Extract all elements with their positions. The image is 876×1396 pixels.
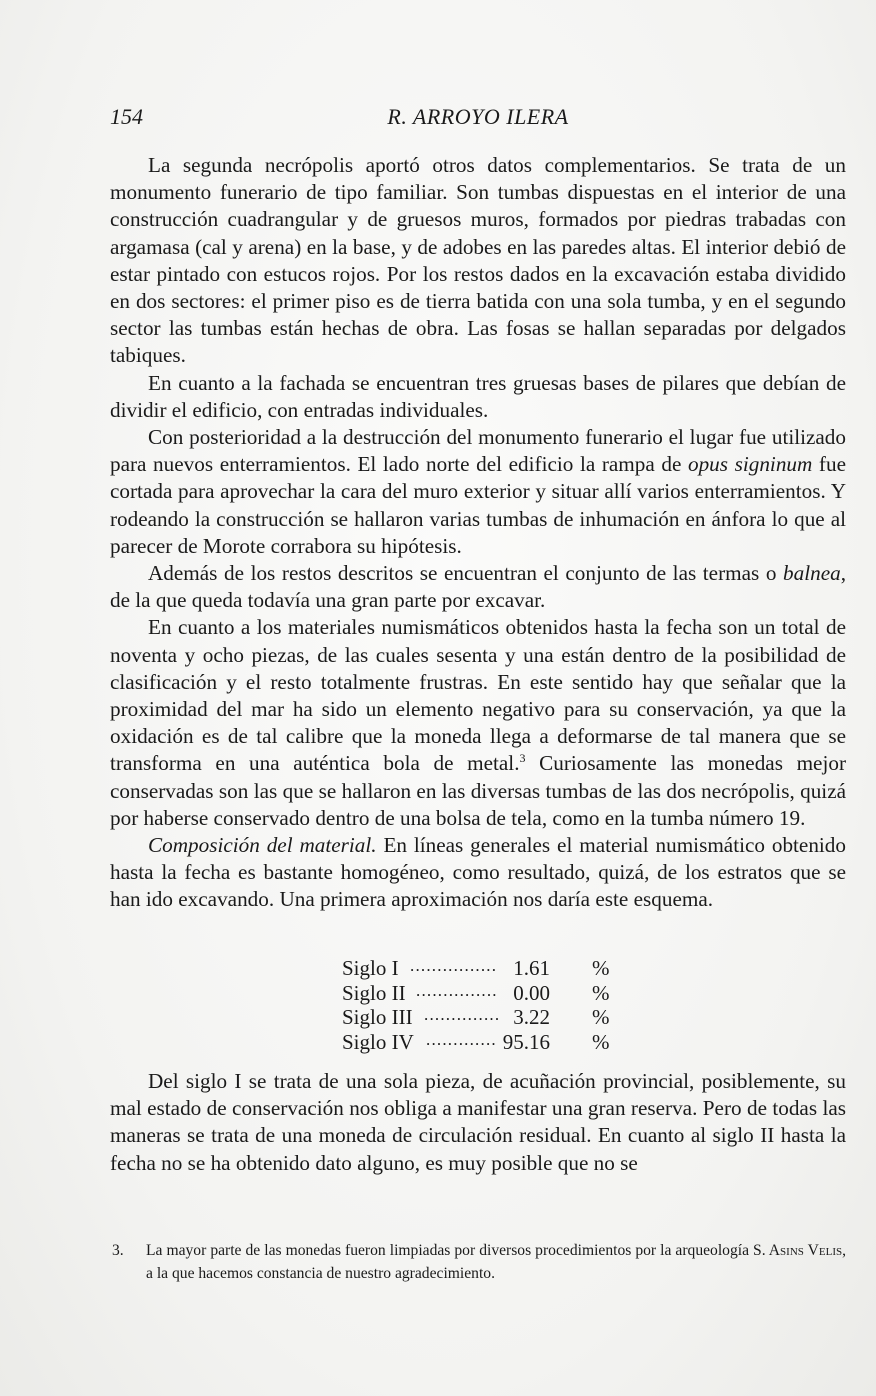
latin-term: balnea bbox=[783, 561, 841, 586]
footnote-reference[interactable]: 3 bbox=[519, 751, 526, 766]
person-name: S. Asins Velis bbox=[753, 1242, 843, 1259]
row-value: 95.16 bbox=[502, 1029, 550, 1054]
row-unit: % bbox=[592, 1029, 610, 1054]
row-unit: % bbox=[592, 1005, 610, 1029]
closing-text bbox=[110, 1068, 846, 1177]
table-row bbox=[342, 1030, 612, 1055]
leader-dots: ................ bbox=[410, 956, 498, 975]
century-distribution-table bbox=[342, 956, 612, 1054]
running-header bbox=[110, 104, 846, 138]
paragraph-3: Con posterioridad a la destrucción del monumento funerario el lugar fue utilizado para nuevos enterramientos. El lado norte del edificio la rampa de opus signinum fue cortada para aprovechar la cara del muro exterior y situar allí varios enterramientos. Y rodeando la construcción se hallaron varias tumbas de inhumación en ánfora lo que al parecer de Morote corrabora su hipótesis. bbox=[110, 425, 846, 558]
footnote bbox=[112, 1239, 846, 1285]
paragraph-6: Composición del material. En líneas generales el material numismático obtenido hasta la fecha es bastante homogéneo, como resultado, quizá, de los estratos que se han ido excavando. Una primera aproximación nos daría este esquema. bbox=[110, 833, 846, 912]
row-label: Siglo III bbox=[342, 1005, 413, 1029]
page-number: 154 bbox=[110, 104, 143, 129]
paragraph-7: Del siglo I se trata de una sola pieza, de acuñación provincial, posiblemente, su mal estado de conservación nos obliga a manifestar una gran reserva. Pero de todas las maneras se trata de una moneda de circulación residual. En cuanto al siglo II hasta la fecha no se ha obtenido dato alguno, es muy posible que no se bbox=[110, 1069, 846, 1175]
running-title: R. ARROYO ILERA bbox=[387, 104, 569, 129]
paragraph-5: En cuanto a los materiales numismáticos obtenidos hasta la fecha son un total de noventa y ocho piezas, de las cuales sesenta y una están dentro de la posibilidad de clasificación y el resto totalmente frustras. En este sentido hay que señalar que la proximidad del mar ha sido un elemento negativo para su conservación, ya que la oxidación es de tal calibre que la moneda llega a deformarse de tal manera que se transforma en una auténtica bola de metal.$^3$ Curiosamente las monedas mejor conservadas son las que se hallaron en las diversas tumbas de las dos necrópolis, quizá por haberse conservado dentro de una bolsa de tela, como en la tumba número 19. bbox=[110, 615, 847, 830]
body-text bbox=[110, 152, 846, 914]
row-label: Siglo IV bbox=[342, 1029, 414, 1054]
row-value: 0.00 bbox=[513, 980, 550, 1005]
leader-dots: ............. bbox=[426, 1029, 497, 1049]
footnote-number: 3. bbox=[112, 1242, 124, 1259]
table-row bbox=[342, 1005, 612, 1030]
paragraph-4: Además de los restos descritos se encuentran el conjunto de las termas o balnea, de la que queda todavía una gran parte por excavar. bbox=[110, 561, 846, 613]
row-label: Siglo I bbox=[342, 956, 399, 980]
paragraph-2: En cuanto a la fachada se encuentran tres gruesas bases de pilares que debían de dividir el edificio, con entradas individuales. bbox=[110, 370, 846, 422]
row-value: 3.22 bbox=[513, 1005, 550, 1029]
table-row bbox=[342, 956, 612, 981]
row-unit: % bbox=[592, 980, 610, 1005]
row-value: 1.61 bbox=[513, 956, 550, 980]
section-run-in-heading: Composición del material. bbox=[148, 833, 377, 858]
row-label: Siglo II bbox=[342, 980, 406, 1005]
row-unit: % bbox=[592, 956, 610, 980]
latin-term: opus signinum bbox=[687, 452, 813, 477]
table-row bbox=[342, 981, 612, 1006]
leader-dots: .............. bbox=[424, 1005, 501, 1024]
paragraph-1: La segunda necrópolis aportó otros datos complementarios. Se trata de un monumento funerario de tipo familiar. Son tumbas dispuestas en el interior de una construcción cuadrangular y de gruesos muros, formados por piedras trabadas con argamasa (cal y arena) en la base, y de adobes en las paredes altas. El interior debió de estar pintado con estucos rojos. Por los restos dados en la excavación estaba dividido en dos sectores: el primer piso es de tierra batida con una sola tumba, y en el segundo sector las tumbas están hechas de obra. Las fosas se hallan separadas por delgados tabiques. bbox=[110, 153, 846, 368]
footnote-text: La mayor parte de las monedas fueron limpiadas por diversos procedimientos por la arqueología S. Asins Velis, a la que hacemos constancia de nuestro agradecimiento. bbox=[146, 1242, 847, 1282]
leader-dots: ............... bbox=[416, 980, 498, 1000]
